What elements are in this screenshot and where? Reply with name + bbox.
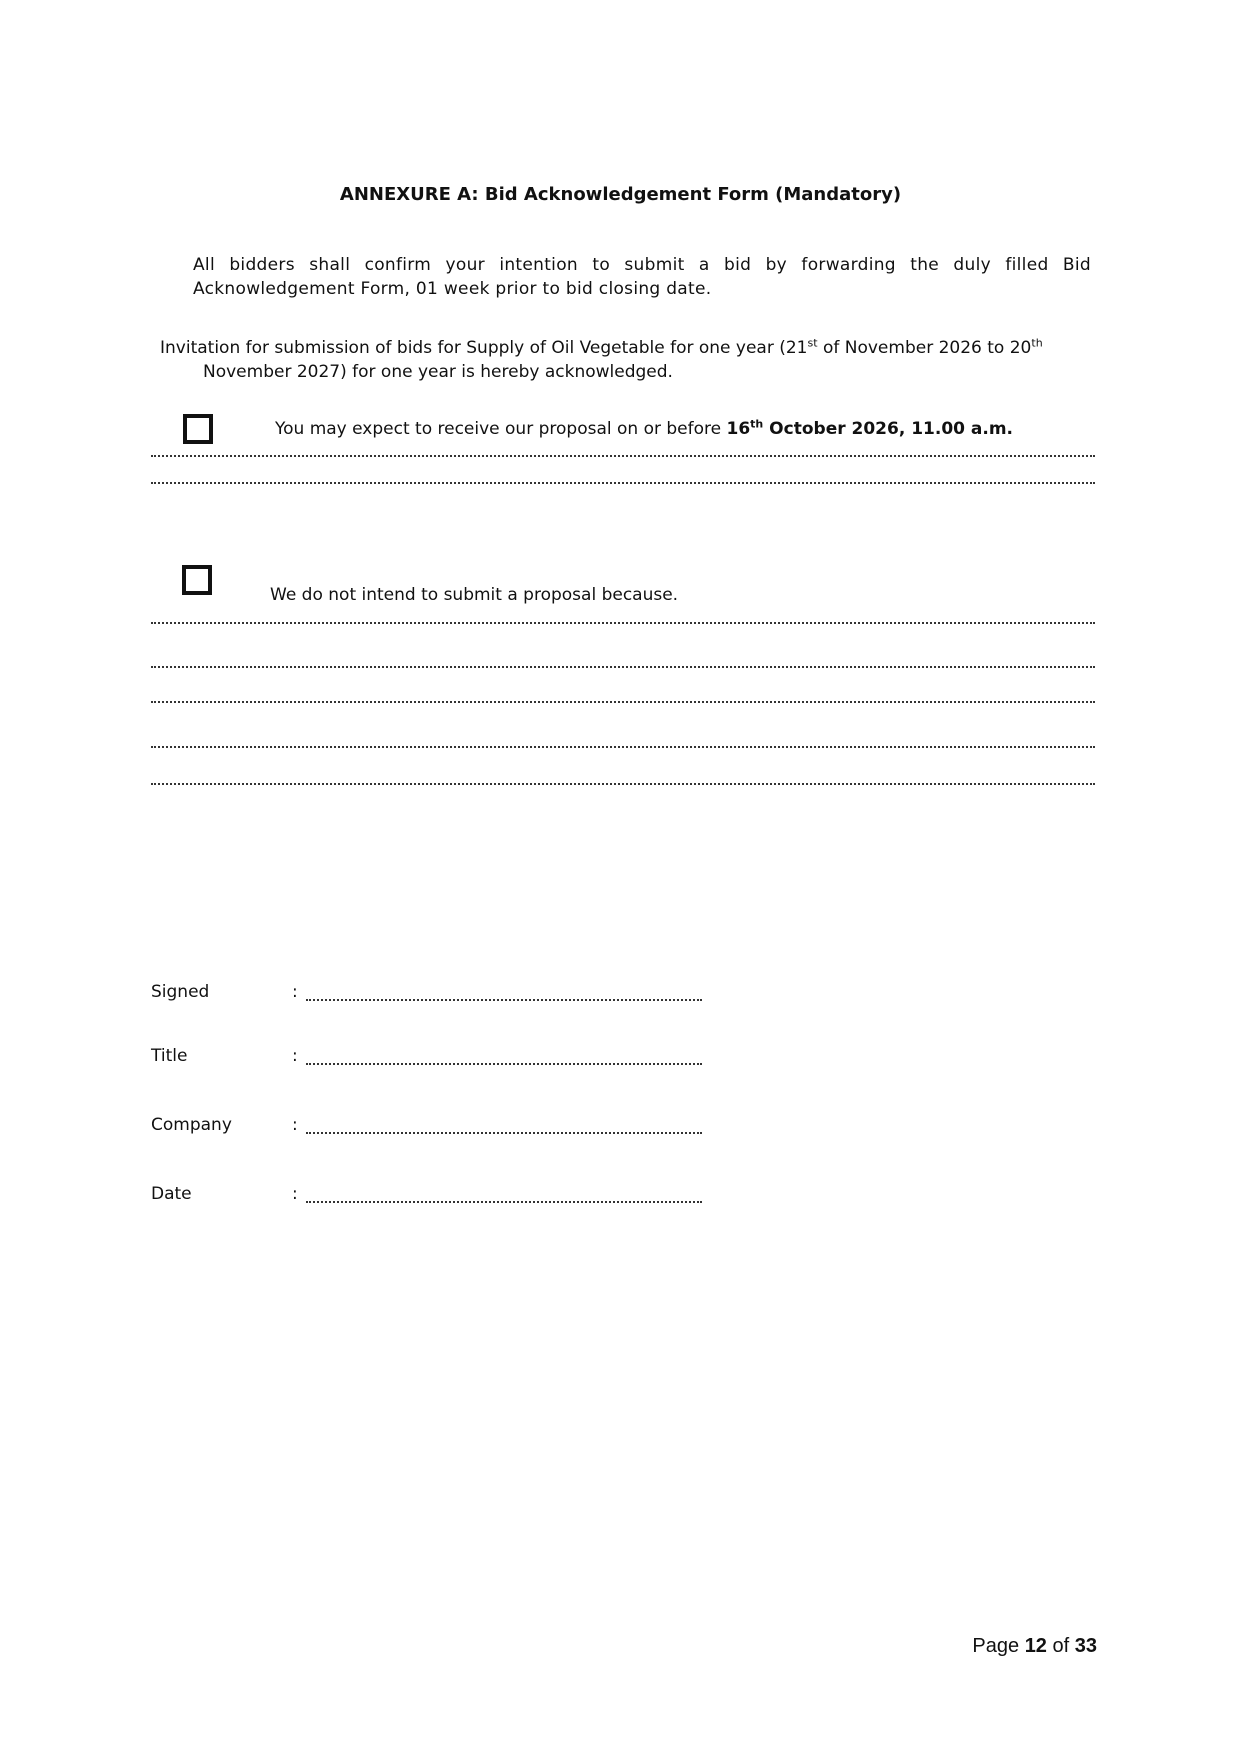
invitation-line-2: November 2027) for one year is hereby acknowledged. [203,362,673,382]
title-field [151,1046,711,1070]
decline-reason-line[interactable] [151,622,1095,624]
invitation-sup-b: th [1031,336,1043,350]
total-pages: 33 [1074,1635,1097,1657]
company-label: Company [151,1115,232,1135]
decline-reason-line[interactable] [151,783,1095,785]
date-input-line[interactable] [306,1201,702,1203]
invitation-line-1 [160,336,1100,360]
decline-reason-line[interactable] [151,746,1095,748]
intro-paragraph: All bidders shall confirm your intention to submit a bid by forwarding the duly filled Bid Acknowledgement Form, 01 week prior to bid closing date. [193,255,1091,299]
accept-option-label [275,419,1013,439]
decline-option-label: We do not intend to submit a proposal because. [270,585,679,605]
title-colon: : [292,1046,298,1066]
signed-colon: : [292,982,298,1002]
accept-day-sup: th [750,417,764,431]
company-colon: : [292,1115,298,1135]
date-colon: : [292,1184,298,1204]
invitation-text-b: of November 2026 to 20 [817,338,1032,358]
decline-reason-line[interactable] [151,666,1095,668]
company-input-line[interactable] [306,1132,702,1134]
invitation-sup-a: st [807,336,818,350]
page-title: ANNEXURE A: Bid Acknowledgement Form (Mandatory) [339,184,902,205]
current-page: 12 [1024,1635,1047,1657]
page-number [972,1635,1097,1658]
invitation-paragraph [160,336,1100,384]
signed-label: Signed [151,982,210,1002]
invitation-text-a: Invitation for submission of bids for Supply of Oil Vegetable for one year (21 [160,338,808,358]
decline-reason-line[interactable] [151,701,1095,703]
accept-checkbox[interactable] [183,414,213,444]
accept-day: 16 [726,419,751,439]
company-field [151,1115,711,1139]
of-word: of [1052,1635,1070,1657]
date-field [151,1184,711,1208]
accept-dotted-line[interactable] [151,482,1095,484]
page-word: Page [972,1635,1020,1657]
title-label: Title [151,1046,188,1066]
signed-input-line[interactable] [306,999,702,1001]
accept-dotted-line[interactable] [151,455,1095,457]
decline-checkbox[interactable] [182,565,212,595]
accept-text: You may expect to receive our proposal on or before [275,419,727,439]
title-input-line[interactable] [306,1063,702,1065]
date-label: Date [151,1184,192,1204]
signed-field [151,982,711,1006]
accept-deadline: October 2026, 11.00 a.m. [763,419,1014,439]
